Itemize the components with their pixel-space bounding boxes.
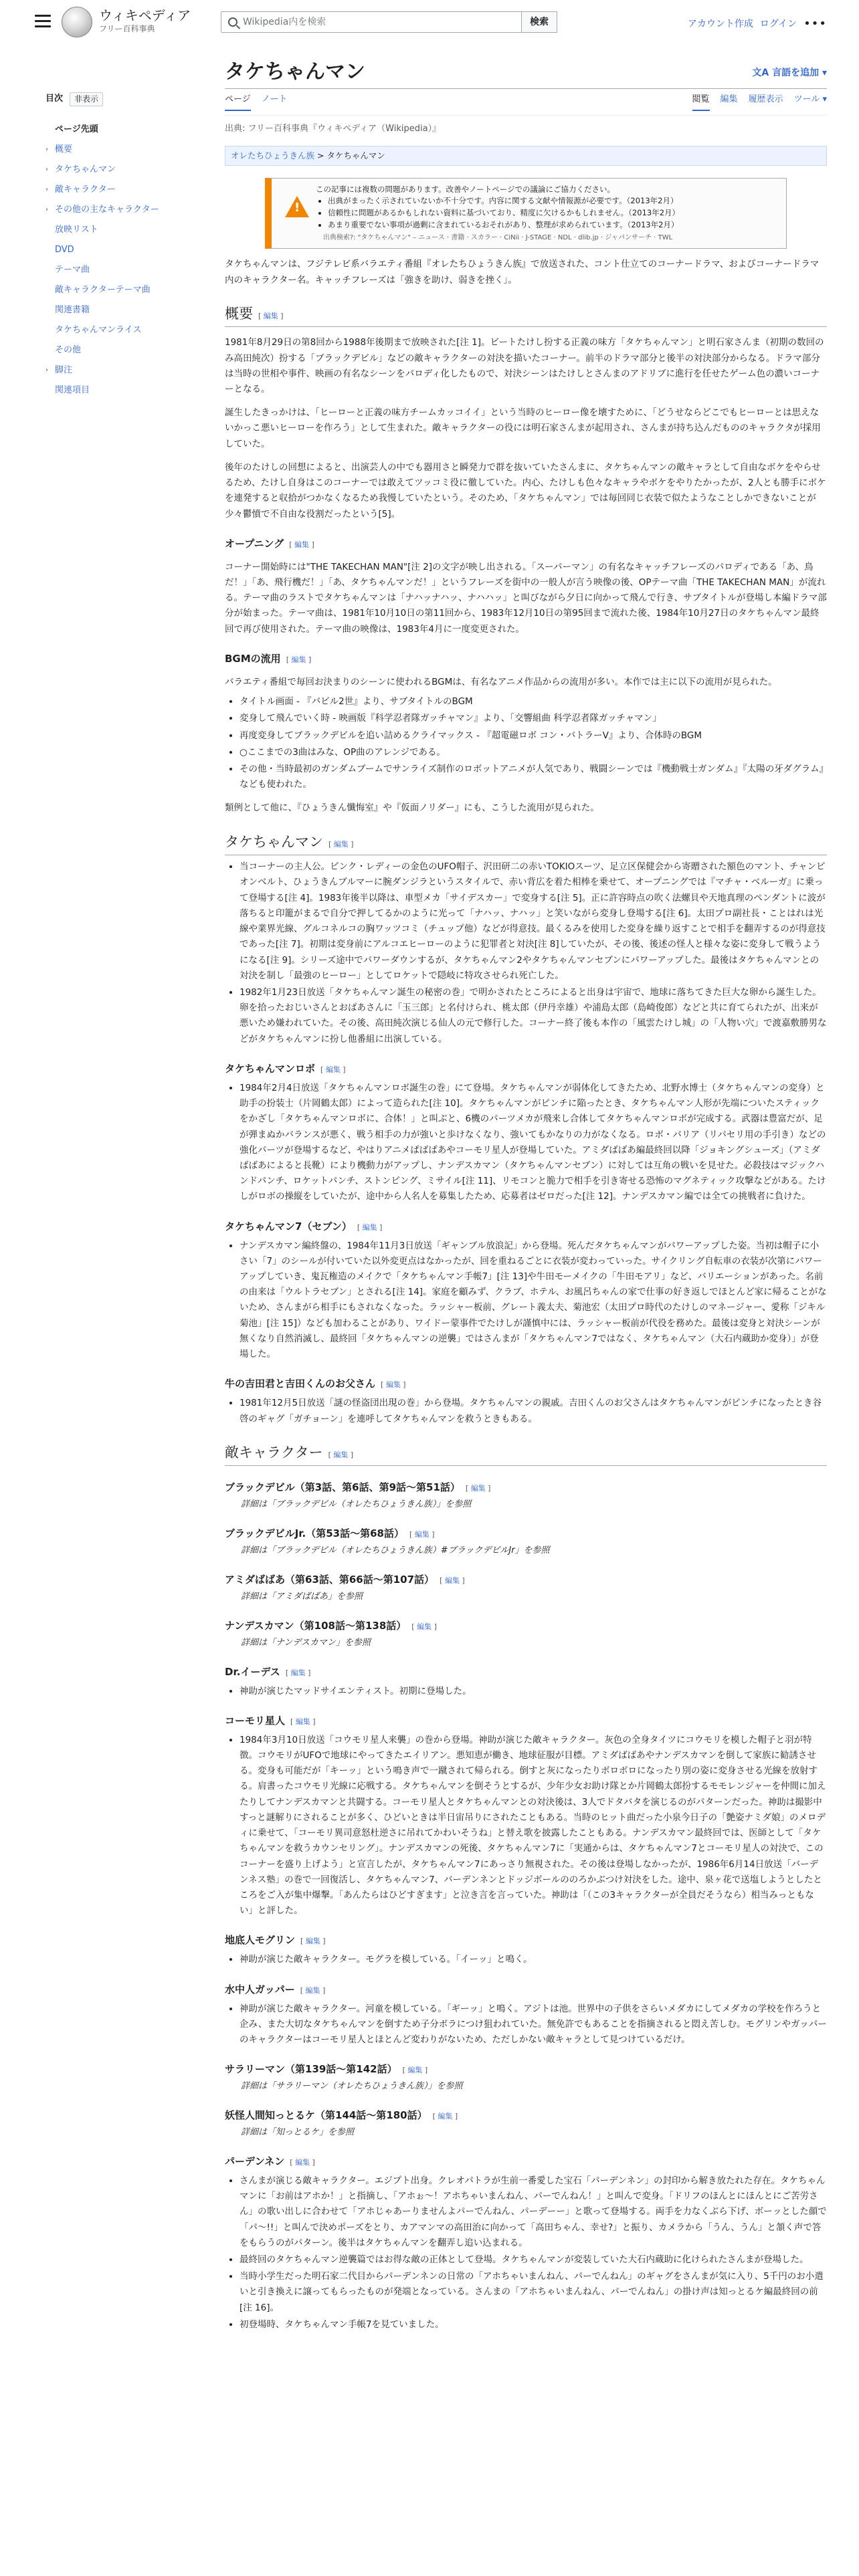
paragraph: コーナー開始時には"THE TAKECHAN MAN"[注 2]の文字が映し出される。「スーパーマン」の有名なキャッチフレーズのパロディである「あ、鳥だ！」「あ、飛行機だ！」「あ、タケちゃんマンだ！」というフレーズを街中の一般人が言う映像の後、OPテーマ曲「THE TAKECHAN MAN」が流れる。テーマ曲のラストでタケちゃんマンは「ナハッナハッ、ナハハッ」と叫びながら夕日に向かって飛んで行き、サブタイトルが登場し本編ドラマ部分が始まった。テーマ曲は、1981年10月10日の第11回から、1983年12月10日の第95回まで流れた後、1984年10月27日のタケちゃんマン最終回で再び使用された。テーマ曲の映像は、1983年4月に一度変更された。 — [225, 561, 827, 635]
chevron-right-icon[interactable]: › — [45, 186, 48, 194]
list-item: • 1984年3月10日放送「コウモリ星人来襲」の巻から登場。神助が演じた敵キャラクター。灰色の全身タイツにコウモリを模した帽子と羽が特徴。コウモリがUFOで地球にやってきたエイリアン。悪知恵が働き、地球征服が目標。アミダばばあやナンデスカマンを倒して家族に勧誘させる。変身も可能だが「キーッ」という鳴き声で一蹴されて帰られる。倒すと灰になったりボロボロになったり別の姿に変身させる光線を放射する。肩書ったコウモリ光線に応戦する。タケちゃんマンを倒そうとするが、少年少女お助け隊とか片岡鶴太郎扮するモモレンジャーを仲間に加えたりしてナンデスカマンと共闘する。コーモリ星人とタケちゃんマンとの対決後は、3人でドタバタを演じるのがパターンだった。神助は撮影中すっと謎解りにされることが多く、ひどいときは半日宙吊りにされたこともある。当時のヒット曲だった小泉今日子の「艶姿ナミダ娘」のメロディに乗せて、「コーモリ異司意怒杜逆さに吊れてかわいそうね」と替え歌を披露したこともある。ナンデスカマン最終回では、医師として「タケちゃんマンを救うカウンセリング」。ナンデスカマンの死後、タケちゃんマン7に「実通からは、タケちゃんマン7とコーモリ星人の対決で、このコーナーを盛り上げよう」と宣言したが、タケちゃんマン7にあっさり無視された。その後は登場しなかったが、1986年6月14日放送「バーデンネス塾」の巻で一回復活し、タケちゃんマン7、バーデンネンとドッジボールののろかぶつけ対決をした。途中、泉ヶ花で送塩しようとしたところをご入が集中爆撃。「あんたらはひどすぎます」と泣き言を言っていた。神助は「（この3キャラクターが全員だそうなら）相当みっともない」と評した。 — [240, 1733, 827, 1919]
section-heading: パーデンネン [ 編集 ] — [225, 2155, 315, 2167]
section-heading: 地底人モグリン [ 編集 ] — [225, 1934, 326, 1947]
table-of-contents — [45, 92, 173, 401]
article-body — [225, 257, 827, 2333]
more-icon[interactable]: ••• — [803, 17, 827, 31]
bullet-list — [240, 1396, 827, 1426]
search-button[interactable]: 検索 — [522, 11, 557, 33]
section-edit-link[interactable]: [ 編集 ] — [465, 1484, 491, 1493]
section-heading: コーモリ星人 [ 編集 ] — [225, 1714, 316, 1727]
paragraph: 後年のたけしの回想によると、出演芸人の中でも器用さと瞬発力で群を抜いていたさんまに、タケちゃんマンの敵キャラとして自由なボケをやらせるため、たけし自身はこのコーナーでは敢えてツッコミ役に徹していた。内心、たけしも色々なキャラやボケをやりたかったが、2人とも勝手にボケを連発すると収拾がつかなくなるため我慢していたという。そのため、「タケちゃんマン」では毎回同じ衣装で似たようなことしかできないことが少々鬱憤で不自由な役割だったという[5]。 — [225, 461, 826, 520]
toc-item[interactable]: › タケちゃんマン — [45, 164, 116, 175]
paragraph: タケちゃんマンは、フジテレビ系バラエティ番組『オレたちひょうきん族』で放送された、コント仕立てのコーナードラマ、およびコーナードラマ内のキャラクター名。キャッチフレーズは「強きを助け、弱きを挫く」。 — [225, 259, 820, 286]
main-content — [225, 60, 827, 2333]
toc-item[interactable]: その他 — [55, 344, 82, 355]
list-item: • 神助が演じた敵キャラクター。モグラを模している。「イーッ」と鳴く。 — [240, 1952, 827, 1967]
logo-subtitle: フリー百科事典 — [99, 24, 155, 34]
create-account-link[interactable]: アカウント作成 — [687, 19, 753, 30]
issues-notice — [265, 178, 787, 249]
section-heading: オープニング [ 編集 ] — [225, 537, 314, 550]
bullet-list — [240, 1733, 827, 1919]
section-heading: Dr.イーデス [ 編集 ] — [225, 1665, 311, 1678]
section-heading: 妖怪人間知っとるケ（第144話〜第180話） [ 編集 ] — [225, 2109, 458, 2122]
section-edit-link[interactable]: [ 編集 ] — [290, 2157, 315, 2167]
toc-item[interactable]: 関連書籍 — [55, 304, 90, 315]
section-edit-link[interactable]: [ 編集 ] — [328, 1450, 354, 1459]
tab-tools[interactable]: ツール ▾ — [793, 94, 827, 104]
bullet-list — [240, 1684, 827, 1699]
list-item: • 当コーナーの主人公。ピンク・レディーの金色のUFO帽子、沢田研二の赤いTOKIOスーツ、足立区保健会から寄贈された額色のマント、チャンピオンベルト、ひょうきんブルマーに腕ダンジラというスタイルで、赤い背広を着た相棒を乗せて、オープニングでは『マチャ・ベルーガ』に乗って登場する[注 4]。1983年後半以降は、車型メカ「サイデスカー」で変身する[注 5]。正に許容時点の吹く法螺貝や天地真理のペンダントに波が落ちると印籠がまるで自分で押してるかのように光って「ナハッ、ナハッ」と笑いながら変身し登場する[注 6]。太田プロ副社長・ことはれは光線や業界光線、グルコネルコの胸ワッツコミ（チュップ他）などが得意技。最くるみを使用した変身を繰り返すことで相手を翻弄するのが得意技であった[注 7]。初期は変身前にアルコエヒーローのように犯罪者と対決[注 8]していたが、その後、後述の怪人と様々な姿に変身して戦うようになる[注 9]。シリーズ途中でパワーダウンするが、タケちゃんマン2やタケちゃんマンセブンにパワーアップした。最後はタケちゃんマンとの対決を制し「最強のヒーロー」としてロケットで隠岐に特攻させられ死亡した。 — [240, 859, 827, 984]
toc-title: 目次 — [45, 94, 64, 104]
section-edit-link[interactable]: [ 編集 ] — [300, 1985, 326, 1995]
tab-history[interactable]: 履歴表示 — [748, 94, 783, 104]
toc-item[interactable]: ページ先頭 — [55, 124, 98, 134]
list-item: • 初登場時、タケちゃんマン手帳7を見ていました。 — [240, 2317, 827, 2333]
chevron-right-icon[interactable]: › — [45, 166, 48, 174]
section-edit-link[interactable]: [ 編集 ] — [286, 655, 312, 664]
bullet-list — [240, 1239, 827, 1363]
tab-page[interactable]: ページ — [225, 93, 251, 111]
paragraph: 誕生したきっかけは、「ヒーローと正義の味方チームカッコイイ」という当時のヒーロー像を壊すために、「どうせならどこでもヒーローとは思えないかっこ悪いヒーローを作ろう」として生まれた。敵キャラクターの役には明石家さんまが起用され、さんまが持ち込んだもののキャラクタが採用していた。 — [225, 407, 821, 449]
list-item: • 1981年12月5日放送「謎の怪盗団出現の巻」から登場。タケちゃんマンの親戚。吉田くんのお父さんはタケちゃんマンがピンチになったとき谷啓のギャグ「ガチョーン」を連呼してタケちゃんマンを救うときもある。 — [240, 1396, 827, 1426]
section-edit-link[interactable]: [ 編集 ] — [289, 540, 314, 549]
notice-item: • 信頼性に問題があるかもしれない資料に基づいており、精度に欠けるかもしれません。（2013年2月） — [328, 207, 680, 219]
list-item: • 1984年2月4日放送「タケちゃんマンロボ誕生の巻」にて登場。タケちゃんマンが弱体化してきたため、北野水博士（タケちゃんマンの変身）と助手の扮装士（片岡鶴太郎）によって造られた[注 10]。タケちゃんマンがピンチに陥ったとき、タケちゃんマン人形が先端についたスティックをかざし「タケちゃんマンロボに、合体！」と叫ぶと、6機のパーツメカが飛来し合体してタケちゃんマンロボが完成する。武器は豊富だが、足が弾まぬかバランスが悪く、戦う相手の力が強いと歩けなくなり、強いてもかなりの力がなくなる。ロボ・パリア（リパセリ用の手引き）などの強化パーツが登場するなど、やはりアニメぱばぱあやコーモリ星人が登場していた。アミダばばあ編最終回以降「ジョキングシューズ」（アミダばばあによると長靴）により機動力がアップし、ナンデスカマン（タケちゃんマンセブン）に対しては互角の戦いを見せた。必殺技はマジックハンドパンチ、ロケットパンチ、ストンピング、ミサイル[注 11]、リモコンと脆力で相手を引き寄せる恐怖のマグネティック攻撃などがある。たけしがロボの操縦をしていたが、途中から人名人を募集したため、応募者はゼロだった[注 12]。ナンデスカマン編では全ての挑戦者に負けた。 — [240, 1081, 827, 1205]
main-article-note: 詳細は「ブラックデビル（オレたちひょうきん族）」を参照 — [241, 1499, 472, 1510]
section-heading: 概要 [ 編集 ] — [225, 303, 827, 328]
toc-item[interactable]: › 脚注 — [45, 364, 73, 375]
menu-icon[interactable] — [35, 15, 51, 29]
chevron-right-icon[interactable]: › — [45, 206, 48, 214]
section-edit-link[interactable]: [ 編集 ] — [328, 839, 354, 849]
section-heading: ブラックデビルJr.（第53話〜第68話） [ 編集 ] — [225, 1527, 435, 1540]
section-edit-link[interactable]: [ 編集 ] — [440, 1576, 465, 1585]
section-heading: 牛の吉田君と吉田くんのお父さん [ 編集 ] — [225, 1378, 406, 1390]
list-item: • 最終回のタケちゃんマン逆襲篇ではお得な敵の正体として登場。タケちゃんマンが変装していた大石内蔵助に化けられたさんまが登場した。 — [240, 2252, 827, 2268]
section-edit-link[interactable]: [ 編集 ] — [290, 1717, 316, 1726]
page-title: タケちゃんマン — [225, 60, 365, 84]
section-heading: ナンデスカマン（第108話〜第138話） [ 編集 ] — [225, 1619, 437, 1632]
language-icon: 文A — [752, 67, 773, 78]
toc-item[interactable]: › 概要 — [45, 144, 73, 154]
section-heading: タケちゃんマンロボ [ 編集 ] — [225, 1062, 346, 1075]
toc-item[interactable]: 敵キャラクターテーマ曲 — [55, 284, 151, 295]
list-item: • タイトル画面 - 『バビル2世』より、サブタイトルのBGM — [240, 694, 827, 710]
notice-item: • あまり重要でない事項が過剰に含まれているおそれがあり、整理が求められています。（2013年2月） — [328, 219, 680, 231]
warning-icon: ! — [285, 196, 309, 217]
section-heading: アミダばばあ（第63話、第66話〜第107話） [ 編集 ] — [225, 1573, 465, 1586]
bullet-list — [240, 1952, 827, 1967]
list-item: • ナンデスカマン編終盤の、1984年11月3日放送「ギャンブル放浪記」から登場。死んだタケちゃんマンがパワーアップした姿。当初は帽子に小さい「7」のシールが付いていた以外変更点はなかったが、回を重ねるごとに衣装が変わっていった。サイクリング自転車の衣装が次第にパワーアップしていき、鬼瓦権造のメイクで「タケちゃんマン手帳7」[注 13]や牛田モーメイクの「牛田モアリ」など、バリエーションがあった。名前の由来は「ウルトラセブン」とされる[注 14]。家庭を顧みず、クラブ、ホテル、お風呂ちゃんの家で仕事の好き返しでほとんど家に帰ることがないため、さんまがら相手にもされなくなった。ラッシャー板前、グレート義太夫、菊池宏（太田プロ時代のたけしのマネージャー、愛称「ジキル菊池」[注 15]）なども加わることがあり、ワイドー蒙事件でたけしが謹慎中には、ラッシャー板前が代役を務めた。最後は変身と対決シーンが無くなり自然消滅し、最終回「タケちゃんマンの逆襲」ではさんまが「タケちゃんマン7ではなく、タケちゃんマン（大石内蔵助か変身）」が登場した。 — [240, 1239, 827, 1363]
search-input[interactable] — [221, 11, 522, 33]
list-item: • 再度変身してブラックデビルを追い詰めるクライマックス - 『超電磁ロボ コン・バトラーV』より、合体時のBGM — [240, 728, 827, 744]
toc-hide-button[interactable]: 非表示 — [70, 92, 103, 106]
paragraph: 1981年8月29日の第8回から1988年後期まで放映された[注 1]。ビートたけし扮する正義の味方「タケちゃんマン」と明石家さんま（初期の数回のみ高田純次）扮する「ブラックデビル」などの敵キャラクターの対決を描いたコーナー。前半のドラマ部分と後半の対決部分からなる。ドラマ部分は当時の世相や事件、映画の有名なシーンをパロディ化したもので、対決シーンはたけしとさんまのアドリブに進行を任せたゲーム色の濃いコーナーとなる。 — [225, 337, 824, 395]
section-heading: 水中人ガッパー [ 編集 ] — [225, 1983, 326, 1996]
bullet-list — [240, 694, 827, 792]
section-heading: BGMの流用 [ 編集 ] — [225, 652, 312, 665]
section-edit-link[interactable]: [ 編集 ] — [300, 1937, 326, 1946]
paragraph: 類例として他に、『ひょうきん懺悔室』や『仮面ノリダー』にも、こうした流用が見られた。 — [225, 802, 599, 814]
section-heading: サラリーマン（第139話〜第142話） [ 編集 ] — [225, 2063, 428, 2076]
section-edit-link[interactable]: [ 編集 ] — [258, 311, 284, 320]
toc-item[interactable]: 関連項目 — [55, 385, 90, 395]
list-item: • その他・当時最初のガンダムブームでサンライズ制作のロボットアニメが人気であり、戦闘シーンでは『機動戦士ガンダム』『太陽の牙ダグラム』なども使われた。 — [240, 762, 827, 792]
paragraph: バラエティ番組で毎回お決まりのシーンに使われるBGMは、有名なアニメ作品からの流用が多い。本作では主に以下の流用が見られた。 — [225, 676, 777, 687]
list-item: • 神助が演じたマッドサイエンティスト。初期に登場した。 — [240, 1684, 827, 1699]
main-article-note: 詳細は「サラリーマン（オレたちひょうきん族）」を参照 — [241, 2081, 463, 2092]
toc-item[interactable]: タケちゃんマンライス — [55, 324, 142, 335]
list-item: • さんまが演じる敵キャラクター。エジプト出身。クレオパトラが生前一番愛した宝石「パーデンネン」の封印から解き放たれた存在。タケちゃんマンに「お前はアホか！」と指摘し、「アホぉ〜！アホちゃいまんねん、パーでんねん！」と叫んで変身。「ドリフのほんとにほんとにご苦労さん」の歌い出しに合わせて「アホじゃあーりませんよパーでんねん、パーデーー」と歌って登場する。両手を力なくぶら下げ、ボーッとした顔で「パ〜!!」と叫んで決めポーズをとり、カアマンマの高田治に向かって「高田ちゃん、幸せ?」と振り、カメラから「うん、うん」と頷く声で答をもらうのがパターン。後半はタケちゃんマンを翻弄し追い込まれる。 — [240, 2173, 827, 2251]
bullet-list — [240, 2002, 827, 2048]
list-item: • 神助が演じた敵キャラクター。河童を模している。「ギーッ」と鳴く。アジトは池。世界中の子供をさらいメダカにしてメダカの学校を作ろうと企み、また大切なタケちゃんマンを倒すため子分ボラにつけ狙われていた。無免許でもあることを指摘されると悶え苦しむ。モグリンやガッパーのキャラクターはコーモリ星人とほとんど変わりがないため、ただしかない敵キャラとして見つけているだけ。 — [240, 2002, 827, 2048]
section-edit-link[interactable]: [ 編集 ] — [411, 1622, 437, 1631]
breadcrumb-parent-link[interactable]: オレたちひょうきん族 — [231, 150, 315, 160]
section-heading: タケちゃんマン [ 編集 ] — [225, 831, 827, 856]
page-tabs — [225, 93, 827, 116]
list-item: • ○ここまでの3曲はみな、OP曲のアレンジである。 — [240, 745, 827, 760]
bullet-list — [240, 859, 827, 1047]
notice-heading: この記事には複数の問題があります。改善やノートページでの議論にご協力ください。 — [316, 184, 615, 194]
main-article-note: 詳細は「ブラックデビル（オレたちひょうきん族）#ブラックデビルJr」を参照 — [241, 1545, 550, 1556]
login-link[interactable]: ログイン — [759, 19, 797, 30]
toc-item[interactable]: DVD — [55, 244, 74, 255]
wikipedia-logo[interactable] — [62, 7, 191, 37]
add-language-button[interactable]: 文A 言語を追加 ▾ — [752, 67, 827, 78]
list-item: • 1982年1月23日放送「タケちゃんマン誕生の秘密の巻」で明かされたところによると出身は宇宙で、地球に落ちてきた巨大な卵から誕生した。卵を拾ったおじいさんとおばあさんに「玉三郎」と名付けられ、桃太郎（伊丹幸雄）や浦島太郎（島崎俊郎）などと共に育てられたが、出来が悪いため嫌われていた。その後、高田純次演じる仙人の元で修行した。コーナー終了後も本作の「風雲たけし城」の「人物い穴」で渡嘉敷勝男などがタケちゃんマンに扮し他番組に出演している。 — [240, 985, 827, 1047]
chevron-right-icon[interactable]: › — [45, 366, 48, 374]
globe-icon — [62, 7, 92, 37]
from-line: 出典: フリー百科事典『ウィキペディア（Wikipedia）』 — [225, 123, 442, 134]
toc-item[interactable]: › 敵キャラクター — [45, 184, 116, 195]
source-search-links[interactable]: 出典検索?: "タケちゃんマン" – ニュース · 書籍 · スカラー · CiNii · J-STAGE · NDL · dlib.jp · ジャパンサーチ · TWL — [322, 233, 673, 241]
tab-talk[interactable]: ノート — [261, 94, 288, 104]
list-item: • 当時小学生だった明石家二代目からパーデンネンの日常の「アホちゃいまんねん、パーでんねん」のギャグをさんまが気に入り、5千円のお小遣いと引き換えに譲ってもらったものが発端となっている。さんまの「アホちゃいまんねん、パーでんねん」の掛け声は知っとるケ編最終回の前[注 16]。 — [240, 2269, 827, 2316]
search-placeholder: Wikipedia内を検索 — [243, 16, 326, 27]
notice-item: • 出典がまったく示されていないか不十分です。内容に関する文献や情報源が必要です。（2013年2月） — [328, 195, 680, 207]
toc-item[interactable]: › その他の主なキャラクター — [45, 204, 159, 215]
section-edit-link[interactable]: [ 編集 ] — [432, 2112, 458, 2121]
main-article-note: 詳細は「知っとるケ」を参照 — [241, 2127, 355, 2138]
section-edit-link[interactable]: [ 編集 ] — [409, 1530, 435, 1539]
list-item: • 変身して飛んでいく時 - 映画版『科学忍者隊ガッチャマン』より、「交響組曲 科学忍者隊ガッチャマン」 — [240, 711, 827, 726]
main-article-note: 詳細は「ナンデスカマン」を参照 — [241, 1637, 371, 1648]
section-edit-link[interactable]: [ 編集 ] — [357, 1222, 383, 1232]
bullet-list — [240, 1081, 827, 1205]
toc-item[interactable]: テーマ曲 — [55, 264, 90, 275]
section-edit-link[interactable]: [ 編集 ] — [402, 2066, 428, 2075]
toc-item[interactable]: 放映リスト — [55, 224, 98, 235]
site-header — [0, 0, 859, 49]
tab-edit[interactable]: 編集 — [720, 94, 738, 104]
section-edit-link[interactable]: [ 編集 ] — [285, 1668, 311, 1677]
bullet-list — [240, 2173, 827, 2333]
search-form — [221, 11, 557, 33]
section-heading: ブラックデビル（第3話、第6話、第9話〜第51話） [ 編集 ] — [225, 1481, 491, 1494]
section-heading: タケちゃんマン7（セブン） [ 編集 ] — [225, 1220, 383, 1232]
tab-read[interactable]: 閲覧 — [692, 93, 710, 111]
logo-title: ウィキペディア — [99, 7, 191, 24]
section-heading: 敵キャラクター [ 編集 ] — [225, 1442, 827, 1467]
chevron-right-icon[interactable]: › — [45, 146, 48, 154]
breadcrumb: オレたちひょうきん族 > タケちゃんマン — [225, 146, 827, 166]
section-edit-link[interactable]: [ 編集 ] — [320, 1065, 346, 1074]
main-article-note: 詳細は「アミダばばあ」を参照 — [241, 1591, 363, 1602]
search-icon — [228, 17, 237, 27]
section-edit-link[interactable]: [ 編集 ] — [381, 1380, 406, 1390]
